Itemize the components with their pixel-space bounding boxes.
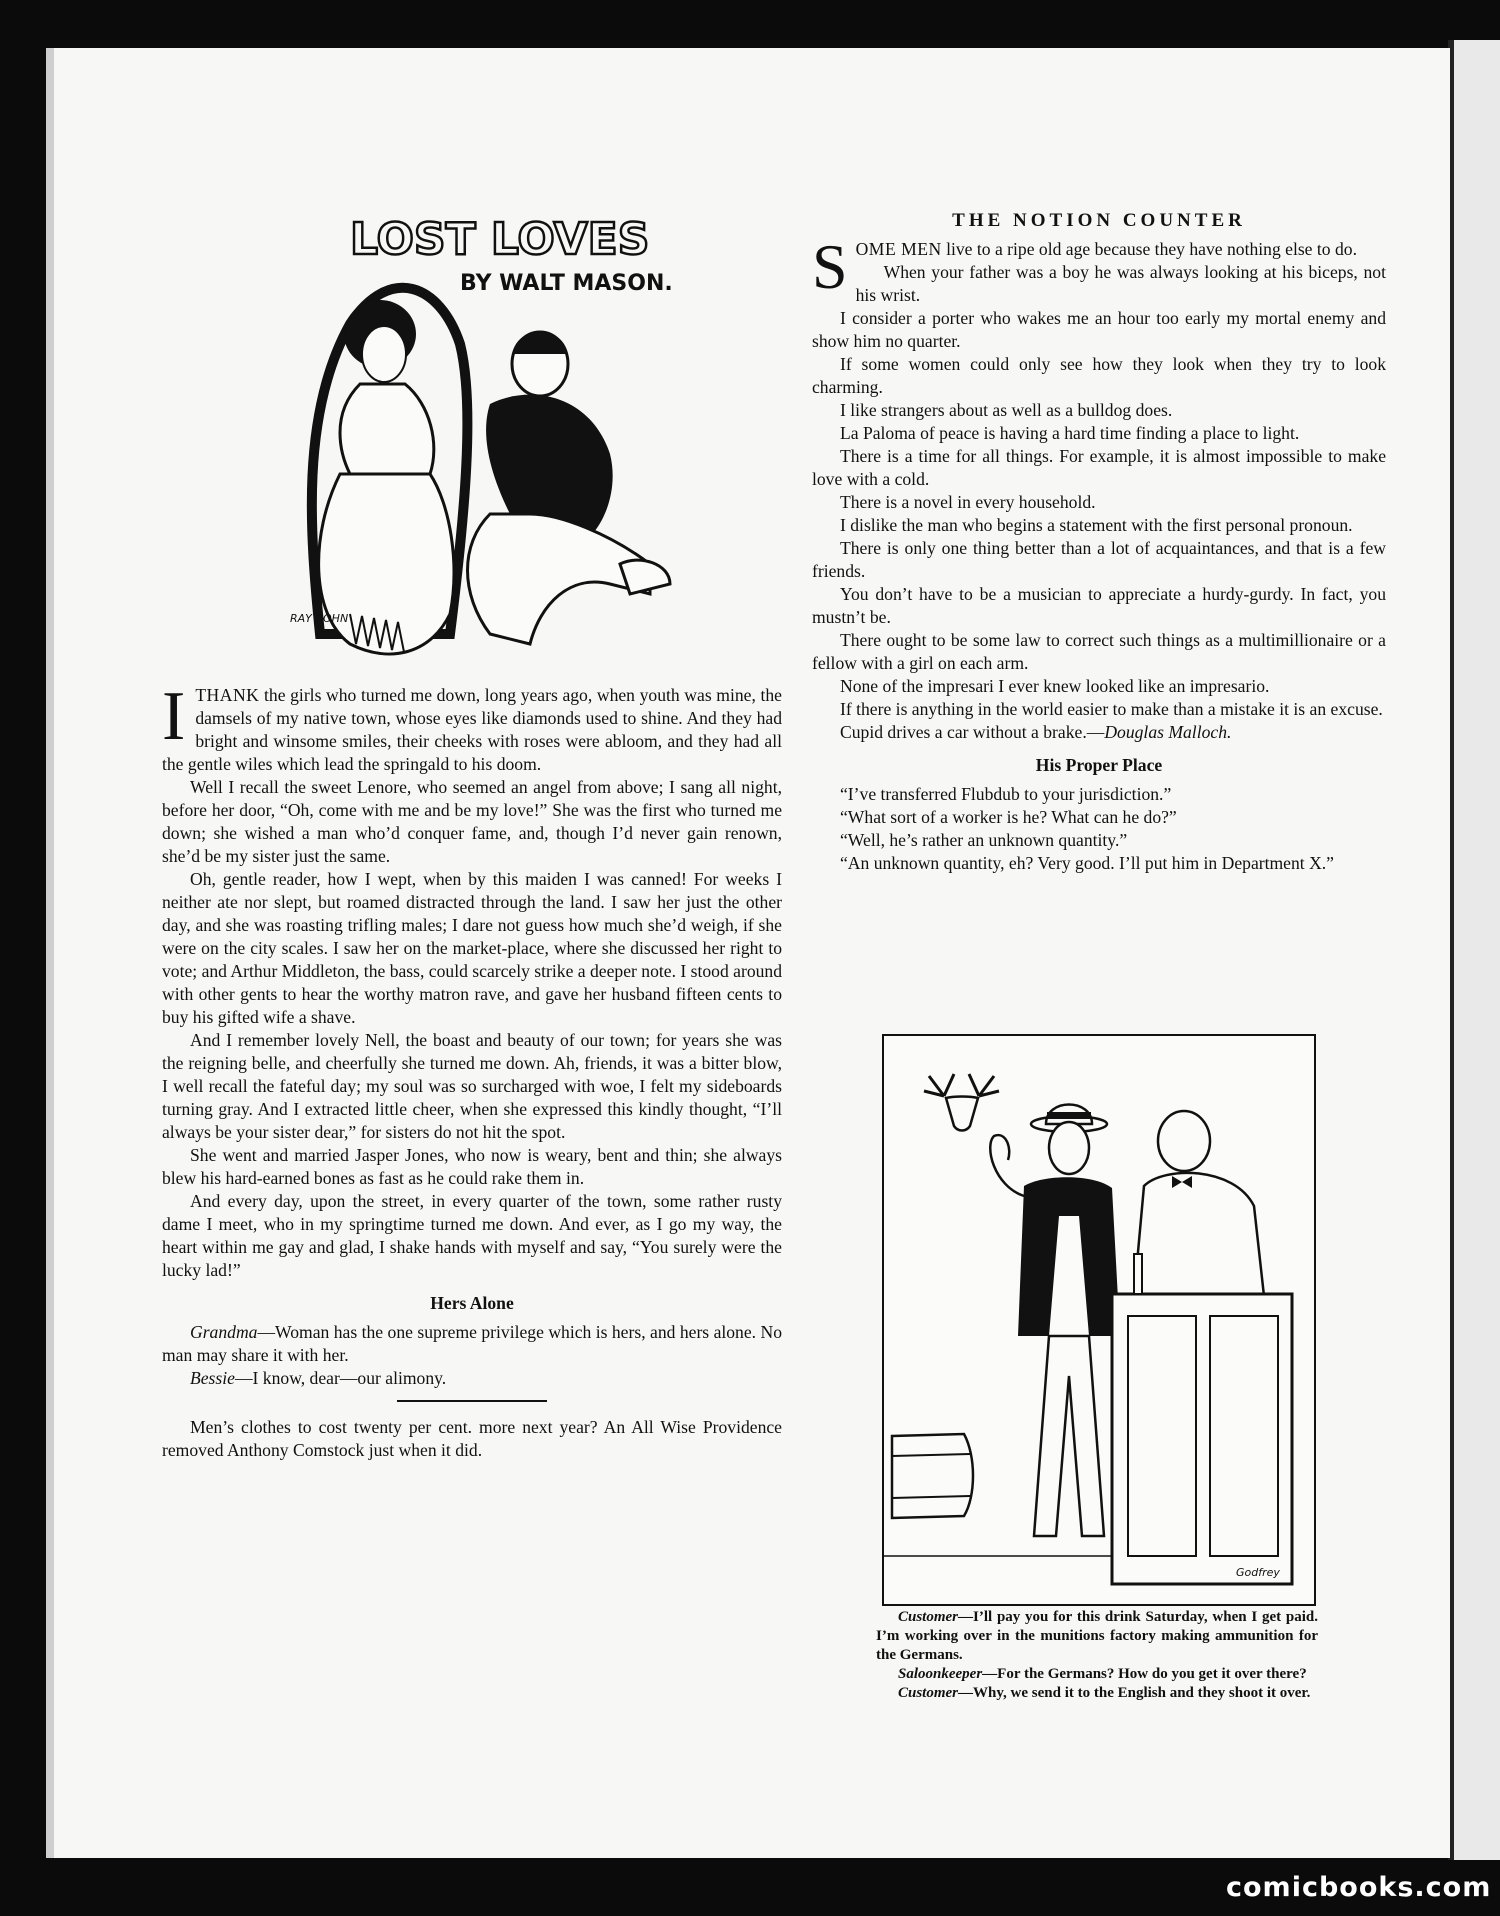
hers-alone-speaker-1: Grandma: [190, 1322, 258, 1342]
saloon-cartoon: [882, 1034, 1316, 1606]
proper-place-title: His Proper Place: [1035, 755, 1163, 775]
hers-alone-text-1: —Woman has the one supreme privilege which is hers, and hers alone. No man may share it with her.: [162, 1322, 782, 1365]
poem-paragraph-5: She went and married Jasper Jones, who now is weary, bent and thin; she always blew his hard-earned bones as fast as he could rake them in.: [162, 1145, 782, 1188]
notion-item: When your father was a boy he was always looking at his biceps, not his wrist.: [855, 262, 1386, 305]
cartoon-signature: Godfrey: [1236, 1566, 1280, 1579]
saloonkeeper-body: [1134, 1173, 1264, 1296]
caption-speaker-3: Customer: [898, 1685, 959, 1701]
page-spine: [1448, 40, 1500, 1860]
illustration-signature: RAY ROHN: [290, 612, 349, 625]
notion-item: There is a time for all things. For example, it is almost impossible to make love with a cold.: [812, 446, 1386, 489]
proper-place-line: “An unknown quantity, eh? Very good. I’ll put him in Department X.”: [840, 853, 1334, 873]
section-divider: [397, 1400, 547, 1402]
woman-body: [340, 384, 434, 474]
deer-antlers-icon: [924, 1074, 999, 1096]
notion-item: There ought to be some law to correct such things as a multimillionaire or a fellow with a girl on each arm.: [812, 630, 1386, 673]
watermark: comicbooks.com: [1226, 1872, 1492, 1903]
notion-item: I like strangers about as well as a bulldog does.: [840, 400, 1173, 420]
customer-jacket: [1018, 1177, 1120, 1336]
man-hair: [512, 332, 568, 355]
right-column: [812, 231, 1386, 875]
man-shoe: [620, 560, 670, 594]
notion-last-item: [812, 721, 1386, 744]
notion-item: There is a novel in every household.: [840, 492, 1096, 512]
proper-place-line: “I’ve transferred Flubdub to your jurisdiction.”: [840, 784, 1172, 804]
notion-last-text: Cupid drives a car without a brake.—: [840, 722, 1105, 742]
deer-head-icon: [946, 1097, 978, 1131]
poem-lead-caps: THANK: [195, 685, 260, 705]
customer-hatband: [1047, 1112, 1091, 1119]
left-column: [162, 678, 783, 1462]
poem-paragraph-1: [162, 678, 782, 776]
hers-alone-speaker-2: Bessie: [190, 1368, 235, 1388]
hers-alone-title: Hers Alone: [430, 1293, 514, 1313]
notion-item: None of the impresari I ever knew looked like an impresario.: [840, 676, 1270, 696]
caption-line-2: [876, 1665, 1318, 1684]
caption-speaker-1: Customer: [898, 1609, 959, 1625]
illustration-title: LOST LOVES: [350, 214, 650, 265]
bar-counter: [1112, 1294, 1292, 1584]
notion-item: You don’t have to be a musician to appreciate a hurdy-gurdy. In fact, you mustn’t be.: [812, 584, 1386, 627]
woman-skirt: [319, 474, 454, 654]
poem-paragraph-2: Well I recall the sweet Lenore, who seemed an angel from above; I sang all night, before her door, “Oh, come with me and be my love!” She was the first who turned me down; she wished a man who’d conquer fame, and, though I’d never gain renown, she’d be my sister just the same.: [162, 777, 782, 866]
notion-item: If some women could only see how they look when they try to look charming.: [812, 354, 1386, 397]
poem-paragraph-6: And every day, upon the street, in every quarter of the town, some rather rusty dame I meet, who in my springtime turned me down. And ever, as I go my way, the heart within me gay and glad, I shake hands with myself and say, “You surely were the lucky lad!”: [162, 1191, 782, 1280]
caption-text-1: —I’ll pay you for this drink Saturday, when I get paid. I’m working over in the munitions factory making ammunition for the Germans.: [876, 1609, 1318, 1663]
poem-paragraph-4: And I remember lovely Nell, the boast and beauty of our town; for years she was the reigning belle, and cheerfully she turned me down. Ah, friends, it was a bitter blow, I well recall the fateful day; my soul was so surcharged with woe, I felt my sideboards turning gray. And I extracted little cheer, when she expressed this kindly thought, “I’ll always be your sister dear,” for sisters do not hit the spot.: [162, 1030, 782, 1142]
notion-author: Douglas Malloch.: [1104, 722, 1232, 742]
woman-face: [362, 326, 406, 382]
barrel-icon: [892, 1434, 973, 1518]
notion-first-text: live to a ripe old age because they have nothing else to do.: [941, 239, 1357, 259]
caption-speaker-2: Saloonkeeper: [898, 1666, 983, 1682]
bottle-icon: [1134, 1254, 1142, 1294]
caption-line-3: [876, 1684, 1318, 1703]
customer-face: [1049, 1122, 1089, 1174]
hers-alone-line-2: [162, 1367, 782, 1390]
caption-text-2: —For the Germans? How do you get it over there?: [982, 1666, 1307, 1682]
caption-text-3: —Why, we send it to the English and they shoot it over.: [958, 1685, 1311, 1701]
hers-alone-line-1: [162, 1321, 782, 1367]
notion-item: There is only one thing better than a lot of acquaintances, and that is a few friends.: [812, 538, 1386, 581]
illustration-byline: BY WALT MASON.: [460, 271, 673, 296]
customer-trousers: [1034, 1336, 1104, 1536]
notion-drop-cap: S: [812, 231, 848, 302]
notion-lead-caps: OME MEN: [855, 239, 942, 259]
poem-drop-cap: I: [162, 678, 186, 755]
notion-item: I dislike the man who begins a statement with the first personal pronoun.: [840, 515, 1353, 535]
poem-paragraph-3: Oh, gentle reader, how I wept, when by this maiden I was canned! For weeks I neither ate nor slept, but roamed distracted through the land. I saw her just the other day, and she was roasting trifling males; I dare not guess how much she’d weigh, if she were on the city scales. I saw her on the market-place, where she discussed her right to vote; and Arthur Middleton, the bass, could scarcely strike a deeper note. I stood around with other gents to hear the worthy matron rave, and gave her husband fifteen cents to buy his gifted wife a shave.: [162, 869, 783, 1027]
notion-item: La Paloma of peace is having a hard time finding a place to light.: [840, 423, 1300, 443]
lost-loves-illustration: [290, 214, 760, 674]
customer-raised-hand: [990, 1135, 1024, 1196]
notion-item: I consider a porter who wakes me an hour too early my mortal enemy and show him no quarter.: [812, 308, 1386, 351]
notion-item: If there is anything in the world easier to make than a mistake it is an excuse.: [840, 699, 1383, 719]
proper-place-line: “What sort of a worker is he? What can he do?”: [840, 807, 1177, 827]
saloonkeeper-head: [1158, 1111, 1210, 1171]
notion-counter-title: THE NOTION COUNTER: [952, 210, 1246, 231]
poem-paragraph-1-text: the girls who turned me down, long years ago, when youth was mine, the damsels of my native town, whose eyes like diamonds used to shine. And they had bright and winsome smiles, their cheeks with roses were abloom, and they had all the gentle wiles which lead the springald to his doom.: [162, 685, 782, 774]
man-trousers: [468, 514, 651, 644]
proper-place-line: “Well, he’s rather an unknown quantity.”: [840, 830, 1128, 850]
closing-note: Men’s clothes to cost twenty per cent. more next year? An All Wise Providence removed Anthony Comstock just when it did.: [162, 1417, 782, 1460]
cartoon-caption: [876, 1608, 1318, 1703]
caption-line-1: [876, 1608, 1318, 1665]
hers-alone-text-2: —I know, dear—our alimony.: [234, 1368, 447, 1388]
